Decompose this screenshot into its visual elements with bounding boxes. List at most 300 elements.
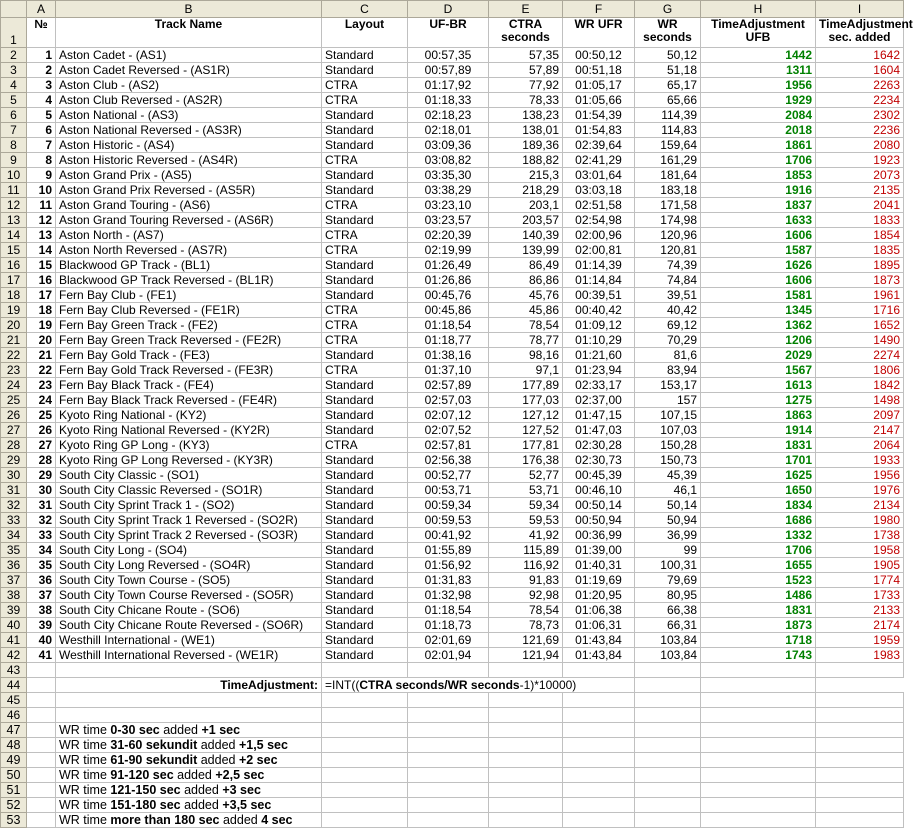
cell-time-adjustment-sec-added[interactable]: 1604 [816, 63, 904, 78]
empty-cell[interactable] [27, 738, 56, 753]
cell-wr-ufr[interactable]: 03:03,18 [563, 183, 635, 198]
cell-wr-seconds[interactable]: 50,12 [635, 48, 701, 63]
cell-wr-ufr[interactable]: 00:45,39 [563, 468, 635, 483]
cell-time-adjustment-sec-added[interactable]: 1961 [816, 288, 904, 303]
cell-wr-seconds[interactable]: 103,84 [635, 648, 701, 663]
row-header[interactable]: 26 [1, 408, 27, 423]
cell-uf-br[interactable]: 03:38,29 [408, 183, 489, 198]
cell-ctra-seconds[interactable]: 215,3 [489, 168, 563, 183]
cell-layout[interactable]: Standard [322, 498, 408, 513]
row-header[interactable]: 13 [1, 213, 27, 228]
cell-wr-seconds[interactable]: 50,94 [635, 513, 701, 528]
empty-cell[interactable] [56, 663, 322, 678]
cell-time-adjustment-sec-added[interactable]: 1923 [816, 153, 904, 168]
cell-track-name[interactable]: South City Long Reversed - (SO4R) [56, 558, 322, 573]
empty-cell[interactable] [701, 663, 816, 678]
empty-cell[interactable] [816, 693, 904, 708]
row-header[interactable]: 29 [1, 453, 27, 468]
empty-cell[interactable] [701, 753, 816, 768]
cell-number[interactable]: 2 [27, 63, 56, 78]
cell-wr-ufr[interactable]: 02:51,58 [563, 198, 635, 213]
cell-layout[interactable]: Standard [322, 573, 408, 588]
row-header[interactable]: 52 [1, 798, 27, 813]
cell-ctra-seconds[interactable]: 59,34 [489, 498, 563, 513]
cell-wr-seconds[interactable]: 183,18 [635, 183, 701, 198]
row-header[interactable]: 53 [1, 813, 27, 828]
cell-track-name[interactable]: Aston North Reversed - (AS7R) [56, 243, 322, 258]
cell-time-adjustment-ufb[interactable]: 1916 [701, 183, 816, 198]
row-header[interactable]: 19 [1, 303, 27, 318]
cell-track-name[interactable]: South City Sprint Track 1 - (SO2) [56, 498, 322, 513]
row-header[interactable]: 7 [1, 123, 27, 138]
cell-ctra-seconds[interactable]: 177,03 [489, 393, 563, 408]
cell-time-adjustment-ufb[interactable]: 1834 [701, 498, 816, 513]
empty-cell[interactable] [816, 768, 904, 783]
cell-wr-seconds[interactable]: 65,17 [635, 78, 701, 93]
row-header[interactable]: 39 [1, 603, 27, 618]
empty-cell[interactable] [408, 693, 489, 708]
empty-cell[interactable] [563, 663, 635, 678]
cell-wr-seconds[interactable]: 83,94 [635, 363, 701, 378]
row-header[interactable]: 46 [1, 708, 27, 723]
column-header-d[interactable]: D [408, 1, 489, 18]
note-cell[interactable] [56, 813, 322, 828]
cell-number[interactable]: 6 [27, 123, 56, 138]
cell-track-name[interactable]: South City Chicane Route Reversed - (SO6R) [56, 618, 322, 633]
cell-time-adjustment-ufb[interactable]: 1655 [701, 558, 816, 573]
cell-track-name[interactable]: Blackwood GP Track - (BL1) [56, 258, 322, 273]
cell-track-name[interactable]: Kyoto Ring GP Long - (KY3) [56, 438, 322, 453]
cell-time-adjustment-ufb[interactable]: 1956 [701, 78, 816, 93]
cell-track-name[interactable]: Fern Bay Black Track - (FE4) [56, 378, 322, 393]
empty-cell[interactable] [489, 663, 563, 678]
row-header[interactable]: 44 [1, 678, 27, 693]
cell-track-name[interactable]: South City Classic - (SO1) [56, 468, 322, 483]
cell-time-adjustment-ufb[interactable]: 1633 [701, 213, 816, 228]
cell-track-name[interactable]: Aston Grand Prix Reversed - (AS5R) [56, 183, 322, 198]
cell-track-name[interactable]: Fern Bay Gold Track - (FE3) [56, 348, 322, 363]
cell-track-name[interactable]: Westhill International Reversed - (WE1R) [56, 648, 322, 663]
empty-cell[interactable] [563, 738, 635, 753]
cell-uf-br[interactable]: 01:55,89 [408, 543, 489, 558]
cell-wr-seconds[interactable]: 157 [635, 393, 701, 408]
cell-time-adjustment-sec-added[interactable]: 1959 [816, 633, 904, 648]
cell-ctra-seconds[interactable]: 188,82 [489, 153, 563, 168]
cell-track-name[interactable]: Aston Grand Touring Reversed - (AS6R) [56, 213, 322, 228]
cell-time-adjustment-sec-added[interactable]: 2234 [816, 93, 904, 108]
cell-time-adjustment-ufb[interactable]: 1206 [701, 333, 816, 348]
cell-time-adjustment-ufb[interactable]: 1686 [701, 513, 816, 528]
note-cell[interactable] [56, 738, 322, 753]
cell-uf-br[interactable]: 03:23,10 [408, 198, 489, 213]
cell-number[interactable]: 25 [27, 408, 56, 423]
cell-uf-br[interactable]: 01:56,92 [408, 558, 489, 573]
cell-wr-ufr[interactable]: 02:30,73 [563, 453, 635, 468]
cell-wr-ufr[interactable]: 00:36,99 [563, 528, 635, 543]
cell-wr-ufr[interactable]: 00:39,51 [563, 288, 635, 303]
cell-uf-br[interactable]: 02:07,52 [408, 423, 489, 438]
note-cell[interactable] [56, 798, 322, 813]
cell-number[interactable]: 12 [27, 213, 56, 228]
empty-cell[interactable] [635, 693, 701, 708]
note-cell[interactable] [56, 768, 322, 783]
cell-ctra-seconds[interactable]: 78,77 [489, 333, 563, 348]
cell-time-adjustment-ufb[interactable]: 1606 [701, 228, 816, 243]
cell-uf-br[interactable]: 01:18,54 [408, 318, 489, 333]
row-header[interactable]: 14 [1, 228, 27, 243]
cell-ctra-seconds[interactable]: 57,89 [489, 63, 563, 78]
cell-ctra-seconds[interactable]: 97,1 [489, 363, 563, 378]
cell-time-adjustment-sec-added[interactable]: 1835 [816, 243, 904, 258]
cell-track-name[interactable]: South City Sprint Track 1 Reversed - (SO2R) [56, 513, 322, 528]
cell-uf-br[interactable]: 01:18,73 [408, 618, 489, 633]
cell-number[interactable]: 19 [27, 318, 56, 333]
row-header[interactable]: 49 [1, 753, 27, 768]
cell-wr-seconds[interactable]: 174,98 [635, 213, 701, 228]
cell-time-adjustment-ufb[interactable]: 1311 [701, 63, 816, 78]
cell-ctra-seconds[interactable]: 52,77 [489, 468, 563, 483]
cell-wr-seconds[interactable]: 50,14 [635, 498, 701, 513]
cell-layout[interactable]: Standard [322, 423, 408, 438]
row-header[interactable]: 31 [1, 483, 27, 498]
cell-time-adjustment-sec-added[interactable]: 2236 [816, 123, 904, 138]
empty-cell[interactable] [27, 663, 56, 678]
cell-wr-ufr[interactable]: 01:05,17 [563, 78, 635, 93]
empty-cell[interactable] [489, 753, 563, 768]
cell-time-adjustment-sec-added[interactable]: 1873 [816, 273, 904, 288]
empty-cell[interactable] [701, 693, 816, 708]
cell-uf-br[interactable]: 02:56,38 [408, 453, 489, 468]
cell-number[interactable]: 39 [27, 618, 56, 633]
row-header[interactable]: 12 [1, 198, 27, 213]
cell-number[interactable]: 11 [27, 198, 56, 213]
cell-number[interactable]: 9 [27, 168, 56, 183]
row-header[interactable]: 21 [1, 333, 27, 348]
empty-cell[interactable] [27, 708, 56, 723]
empty-cell[interactable] [489, 738, 563, 753]
cell-time-adjustment-sec-added[interactable]: 1716 [816, 303, 904, 318]
cell-wr-ufr[interactable]: 01:47,03 [563, 423, 635, 438]
cell-uf-br[interactable]: 00:41,92 [408, 528, 489, 543]
cell-ctra-seconds[interactable]: 139,99 [489, 243, 563, 258]
empty-cell[interactable] [563, 708, 635, 723]
cell-number[interactable]: 29 [27, 468, 56, 483]
empty-cell[interactable] [635, 723, 701, 738]
cell-uf-br[interactable]: 01:38,16 [408, 348, 489, 363]
empty-cell[interactable] [563, 753, 635, 768]
empty-cell[interactable] [27, 693, 56, 708]
cell-number[interactable]: 37 [27, 588, 56, 603]
cell-wr-ufr[interactable]: 01:20,95 [563, 588, 635, 603]
cell-time-adjustment-ufb[interactable]: 1831 [701, 603, 816, 618]
row-header[interactable]: 3 [1, 63, 27, 78]
cell-track-name[interactable]: Aston Cadet - (AS1) [56, 48, 322, 63]
empty-cell[interactable] [816, 708, 904, 723]
cell-layout[interactable]: CTRA [322, 318, 408, 333]
empty-cell[interactable] [27, 723, 56, 738]
cell-time-adjustment-sec-added[interactable]: 2097 [816, 408, 904, 423]
empty-cell[interactable] [322, 768, 408, 783]
row-header[interactable]: 1 [1, 18, 27, 48]
cell-time-adjustment-sec-added[interactable]: 1642 [816, 48, 904, 63]
cell-track-name[interactable]: Aston Grand Prix - (AS5) [56, 168, 322, 183]
cell-layout[interactable]: Standard [322, 183, 408, 198]
cell-time-adjustment-sec-added[interactable]: 1774 [816, 573, 904, 588]
cell-ctra-seconds[interactable]: 121,94 [489, 648, 563, 663]
row-header[interactable]: 34 [1, 528, 27, 543]
row-header[interactable]: 15 [1, 243, 27, 258]
cell-uf-br[interactable]: 03:08,82 [408, 153, 489, 168]
empty-cell[interactable] [816, 798, 904, 813]
cell-wr-seconds[interactable]: 171,58 [635, 198, 701, 213]
row-header[interactable]: 40 [1, 618, 27, 633]
cell-wr-seconds[interactable]: 161,29 [635, 153, 701, 168]
cell-ctra-seconds[interactable]: 177,89 [489, 378, 563, 393]
cell-ctra-seconds[interactable]: 116,92 [489, 558, 563, 573]
cell-ctra-seconds[interactable]: 59,53 [489, 513, 563, 528]
cell-time-adjustment-ufb[interactable]: 1743 [701, 648, 816, 663]
cell-time-adjustment-ufb[interactable]: 1581 [701, 288, 816, 303]
cell-layout[interactable]: CTRA [322, 153, 408, 168]
cell-ctra-seconds[interactable]: 138,23 [489, 108, 563, 123]
cell-layout[interactable]: Standard [322, 273, 408, 288]
cell-time-adjustment-ufb[interactable]: 1613 [701, 378, 816, 393]
cell-wr-seconds[interactable]: 103,84 [635, 633, 701, 648]
empty-cell[interactable] [489, 798, 563, 813]
row-header[interactable]: 4 [1, 78, 27, 93]
empty-cell[interactable] [701, 798, 816, 813]
cell-wr-ufr[interactable]: 01:47,15 [563, 408, 635, 423]
cell-number[interactable]: 27 [27, 438, 56, 453]
cell-track-name[interactable]: South City Classic Reversed - (SO1R) [56, 483, 322, 498]
empty-cell[interactable] [489, 813, 563, 828]
cell-number[interactable]: 5 [27, 108, 56, 123]
cell-number[interactable]: 26 [27, 423, 56, 438]
cell-wr-seconds[interactable]: 74,84 [635, 273, 701, 288]
cell-wr-ufr[interactable]: 01:43,84 [563, 633, 635, 648]
empty-cell[interactable] [56, 693, 322, 708]
empty-cell[interactable] [27, 753, 56, 768]
cell-time-adjustment-ufb[interactable]: 1873 [701, 618, 816, 633]
cell-uf-br[interactable]: 02:57,03 [408, 393, 489, 408]
cell-ctra-seconds[interactable]: 45,86 [489, 303, 563, 318]
cell-time-adjustment-ufb[interactable]: 1442 [701, 48, 816, 63]
cell-wr-seconds[interactable]: 66,31 [635, 618, 701, 633]
empty-cell[interactable] [816, 663, 904, 678]
row-header[interactable]: 18 [1, 288, 27, 303]
cell-wr-ufr[interactable]: 01:54,39 [563, 108, 635, 123]
cell-uf-br[interactable]: 02:20,39 [408, 228, 489, 243]
cell-uf-br[interactable]: 02:57,81 [408, 438, 489, 453]
cell-uf-br[interactable]: 00:53,71 [408, 483, 489, 498]
cell-uf-br[interactable]: 01:32,98 [408, 588, 489, 603]
cell-time-adjustment-sec-added[interactable]: 2263 [816, 78, 904, 93]
empty-cell[interactable] [408, 798, 489, 813]
empty-cell[interactable] [27, 768, 56, 783]
row-header[interactable]: 24 [1, 378, 27, 393]
cell-uf-br[interactable]: 02:01,69 [408, 633, 489, 648]
row-header[interactable]: 27 [1, 423, 27, 438]
cell-wr-ufr[interactable]: 02:00,81 [563, 243, 635, 258]
empty-cell[interactable] [635, 798, 701, 813]
cell-uf-br[interactable]: 01:26,86 [408, 273, 489, 288]
cell-number[interactable]: 14 [27, 243, 56, 258]
cell-ctra-seconds[interactable]: 92,98 [489, 588, 563, 603]
cell-wr-seconds[interactable]: 40,42 [635, 303, 701, 318]
cell-number[interactable]: 15 [27, 258, 56, 273]
cell-time-adjustment-sec-added[interactable]: 1895 [816, 258, 904, 273]
cell-time-adjustment-sec-added[interactable]: 2133 [816, 603, 904, 618]
cell-time-adjustment-ufb[interactable]: 1914 [701, 423, 816, 438]
cell-uf-br[interactable]: 03:23,57 [408, 213, 489, 228]
row-header[interactable]: 36 [1, 558, 27, 573]
cell-time-adjustment-ufb[interactable]: 1625 [701, 468, 816, 483]
cell-ctra-seconds[interactable]: 177,81 [489, 438, 563, 453]
cell-track-name[interactable]: Aston Grand Touring - (AS6) [56, 198, 322, 213]
empty-cell[interactable] [701, 783, 816, 798]
cell-time-adjustment-sec-added[interactable]: 2073 [816, 168, 904, 183]
row-header[interactable]: 23 [1, 363, 27, 378]
cell-ctra-seconds[interactable]: 189,36 [489, 138, 563, 153]
cell-number[interactable]: 8 [27, 153, 56, 168]
cell-uf-br[interactable]: 01:31,83 [408, 573, 489, 588]
cell-wr-ufr[interactable]: 00:50,94 [563, 513, 635, 528]
cell-wr-ufr[interactable]: 01:54,83 [563, 123, 635, 138]
cell-uf-br[interactable]: 00:59,53 [408, 513, 489, 528]
empty-cell[interactable] [635, 813, 701, 828]
cell-time-adjustment-ufb[interactable]: 1701 [701, 453, 816, 468]
cell-wr-ufr[interactable]: 01:14,84 [563, 273, 635, 288]
cell-layout[interactable]: Standard [322, 513, 408, 528]
cell-track-name[interactable]: Kyoto Ring GP Long Reversed - (KY3R) [56, 453, 322, 468]
cell-wr-seconds[interactable]: 107,03 [635, 423, 701, 438]
cell-wr-ufr[interactable]: 00:40,42 [563, 303, 635, 318]
cell-number[interactable]: 33 [27, 528, 56, 543]
cell-number[interactable]: 1 [27, 48, 56, 63]
cell-wr-seconds[interactable]: 150,28 [635, 438, 701, 453]
header-no[interactable]: № [27, 18, 56, 48]
header-wr-ufr[interactable]: WR UFR [563, 18, 635, 48]
row-header[interactable]: 20 [1, 318, 27, 333]
cell-track-name[interactable]: South City Town Course Reversed - (SO5R) [56, 588, 322, 603]
cell-number[interactable]: 34 [27, 543, 56, 558]
cell-ctra-seconds[interactable]: 91,83 [489, 573, 563, 588]
cell-track-name[interactable]: Aston Club Reversed - (AS2R) [56, 93, 322, 108]
cell-time-adjustment-sec-added[interactable]: 1842 [816, 378, 904, 393]
cell-number[interactable]: 3 [27, 78, 56, 93]
empty-cell[interactable] [27, 798, 56, 813]
column-header-h[interactable]: H [701, 1, 816, 18]
cell-wr-ufr[interactable]: 01:21,60 [563, 348, 635, 363]
cell-time-adjustment-sec-added[interactable]: 1976 [816, 483, 904, 498]
cell-wr-ufr[interactable]: 01:06,38 [563, 603, 635, 618]
empty-cell[interactable] [635, 708, 701, 723]
header-time-adjustment-ufb[interactable] [701, 18, 816, 48]
empty-cell[interactable] [701, 813, 816, 828]
cell-wr-seconds[interactable]: 181,64 [635, 168, 701, 183]
row-header[interactable]: 16 [1, 258, 27, 273]
cell-number[interactable]: 18 [27, 303, 56, 318]
empty-cell[interactable] [635, 753, 701, 768]
cell-time-adjustment-ufb[interactable]: 1523 [701, 573, 816, 588]
cell-layout[interactable]: CTRA [322, 303, 408, 318]
cell-layout[interactable]: Standard [322, 48, 408, 63]
cell-uf-br[interactable]: 03:09,36 [408, 138, 489, 153]
cell-wr-ufr[interactable]: 00:46,10 [563, 483, 635, 498]
cell-time-adjustment-sec-added[interactable]: 2174 [816, 618, 904, 633]
cell-ctra-seconds[interactable]: 218,29 [489, 183, 563, 198]
cell-layout[interactable]: Standard [322, 123, 408, 138]
empty-cell[interactable] [635, 738, 701, 753]
empty-cell[interactable] [322, 813, 408, 828]
cell-wr-seconds[interactable]: 150,73 [635, 453, 701, 468]
cell-number[interactable]: 17 [27, 288, 56, 303]
cell-number[interactable]: 35 [27, 558, 56, 573]
empty-cell[interactable] [489, 723, 563, 738]
cell-time-adjustment-ufb[interactable]: 2018 [701, 123, 816, 138]
cell-track-name[interactable]: Aston Cadet Reversed - (AS1R) [56, 63, 322, 78]
cell-layout[interactable]: CTRA [322, 198, 408, 213]
cell-layout[interactable]: CTRA [322, 228, 408, 243]
cell-uf-br[interactable]: 01:18,77 [408, 333, 489, 348]
cell-wr-ufr[interactable]: 01:10,29 [563, 333, 635, 348]
column-header-f[interactable]: F [563, 1, 635, 18]
row-header[interactable]: 22 [1, 348, 27, 363]
cell-time-adjustment-sec-added[interactable]: 1733 [816, 588, 904, 603]
cell-wr-ufr[interactable]: 00:50,12 [563, 48, 635, 63]
empty-cell[interactable] [816, 783, 904, 798]
empty-cell[interactable] [563, 798, 635, 813]
empty-cell[interactable] [563, 693, 635, 708]
cell-wr-seconds[interactable]: 74,39 [635, 258, 701, 273]
cell-number[interactable]: 22 [27, 363, 56, 378]
cell-uf-br[interactable]: 01:18,54 [408, 603, 489, 618]
cell-track-name[interactable]: Fern Bay Black Track Reversed - (FE4R) [56, 393, 322, 408]
cell-layout[interactable]: Standard [322, 483, 408, 498]
cell-time-adjustment-sec-added[interactable]: 1652 [816, 318, 904, 333]
cell-track-name[interactable]: Fern Bay Gold Track Reversed - (FE3R) [56, 363, 322, 378]
cell-track-name[interactable]: Aston Historic - (AS4) [56, 138, 322, 153]
empty-cell[interactable] [701, 738, 816, 753]
cell-layout[interactable]: Standard [322, 543, 408, 558]
cell-wr-seconds[interactable]: 107,15 [635, 408, 701, 423]
cell-wr-seconds[interactable]: 100,31 [635, 558, 701, 573]
cell-wr-seconds[interactable]: 70,29 [635, 333, 701, 348]
row-header[interactable]: 28 [1, 438, 27, 453]
cell-wr-seconds[interactable]: 120,81 [635, 243, 701, 258]
cell-uf-br[interactable]: 00:45,76 [408, 288, 489, 303]
cell-number[interactable]: 31 [27, 498, 56, 513]
empty-cell[interactable] [322, 783, 408, 798]
cell-track-name[interactable]: Aston National - (AS3) [56, 108, 322, 123]
cell-time-adjustment-ufb[interactable]: 1587 [701, 243, 816, 258]
cell-number[interactable]: 36 [27, 573, 56, 588]
cell-number[interactable]: 4 [27, 93, 56, 108]
row-header[interactable]: 45 [1, 693, 27, 708]
header-time-adjustment-sec-added[interactable] [816, 17, 913, 48]
cell-number[interactable]: 32 [27, 513, 56, 528]
cell-uf-br[interactable]: 02:19,99 [408, 243, 489, 258]
cell-layout[interactable]: Standard [322, 288, 408, 303]
cell-time-adjustment-ufb[interactable]: 1706 [701, 153, 816, 168]
cell-uf-br[interactable]: 02:18,23 [408, 108, 489, 123]
cell-wr-seconds[interactable]: 66,38 [635, 603, 701, 618]
cell-time-adjustment-ufb[interactable]: 1275 [701, 393, 816, 408]
cell-layout[interactable]: Standard [322, 378, 408, 393]
cell-track-name[interactable]: Aston Club - (AS2) [56, 78, 322, 93]
cell-time-adjustment-sec-added[interactable]: 1933 [816, 453, 904, 468]
cell-wr-seconds[interactable]: 69,12 [635, 318, 701, 333]
